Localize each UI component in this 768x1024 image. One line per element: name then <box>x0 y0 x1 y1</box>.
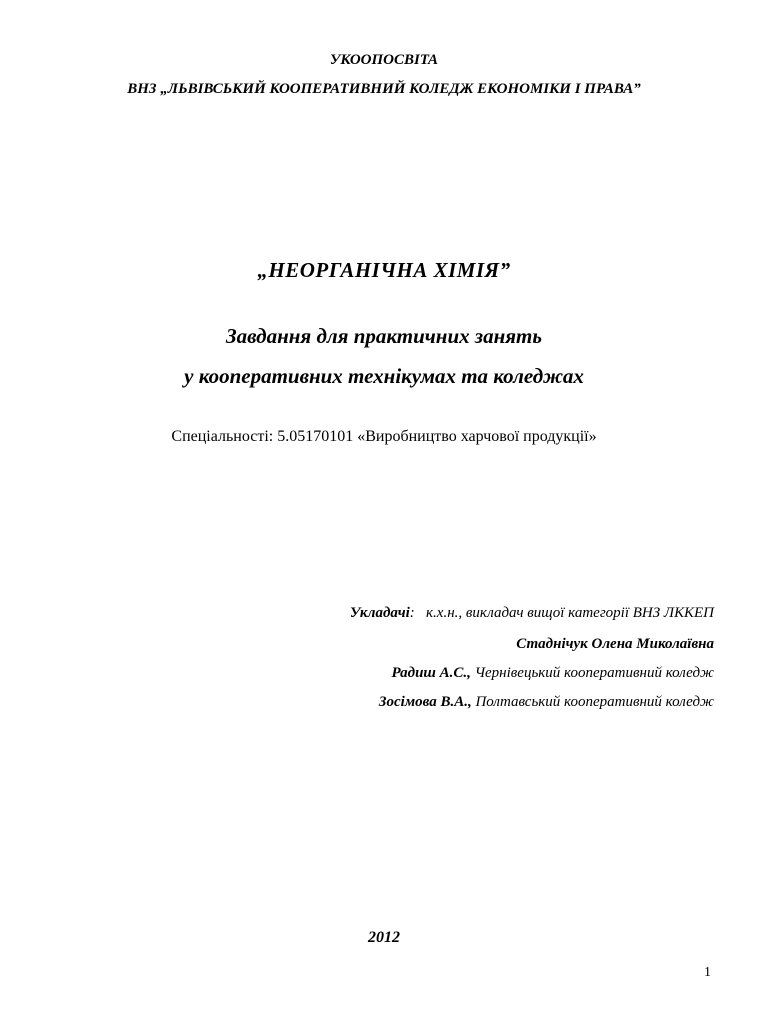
second-author-line <box>392 665 714 682</box>
first-author-name: Стаднічук Олена Миколаївна <box>516 636 714 652</box>
subtitle-line-1: Завдання для практичних занять <box>225 324 542 348</box>
page-number: 1 <box>704 965 711 980</box>
second-author-affiliation: Чернівецький кооперативний коледж <box>474 665 714 681</box>
org-name: УКООПОСВІТА <box>329 52 439 68</box>
compilers-label: Укладачі <box>349 605 410 621</box>
document-title: „НЕОРГАНІЧНА ХІМІЯ” <box>257 258 511 282</box>
specialty-line: Спеціальності: 5.05170101 «Виробництво харчової продукції» <box>171 428 597 445</box>
institution-name: ВНЗ „ЛЬВІВСЬКИЙ КООПЕРАТИВНИЙ КОЛЕДЖ ЕКОНОМІКИ І ПРАВА” <box>127 81 641 97</box>
publication-year: 2012 <box>368 929 400 946</box>
second-author-name: Радиш А.С., <box>391 665 471 681</box>
compilers-line <box>350 605 714 622</box>
first-author-role: к.х.н., викладач вищої категорії ВНЗ ЛККЕП <box>426 605 714 621</box>
subtitle-line-2: у кооперативних технікумах та коледжах <box>184 364 584 388</box>
third-author-name: Зосімова В.А., <box>378 694 472 710</box>
compilers-label-colon: : <box>409 605 415 621</box>
third-author-line <box>379 694 714 711</box>
third-author-affiliation: Полтавський кооперативний коледж <box>475 694 714 710</box>
